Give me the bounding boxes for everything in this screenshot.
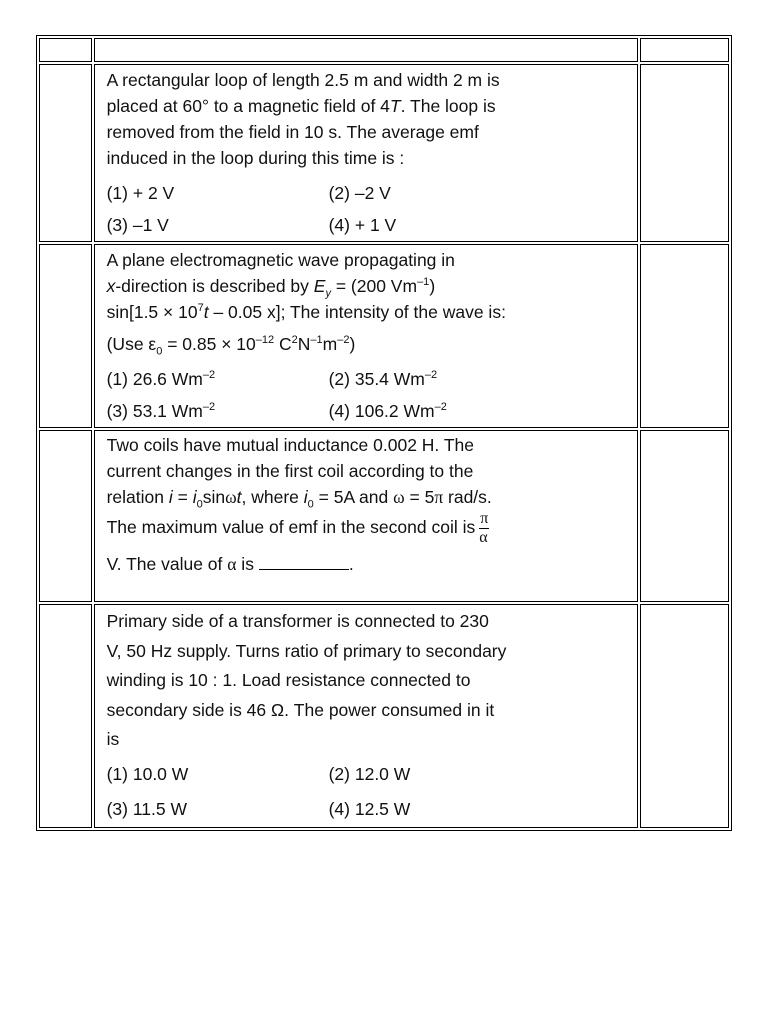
header-question-cell (94, 38, 638, 62)
option-2: (2) 12.0 W (328, 763, 411, 784)
question-cell (94, 604, 638, 828)
question-number-cell (39, 430, 92, 602)
question-line: A plane electromagnetic wave propagating in (106, 250, 455, 270)
option-2: (2) –2 V (328, 183, 391, 203)
question-cell (94, 64, 638, 242)
question-line: A rectangular loop of length 2.5 m and width 2 m is (106, 70, 500, 90)
given-constant-line: (Use $\varepsilon_0 = 0.85 \times 10^{-12}$ $C^2N^{-1}m^{-2}$) (106, 334, 356, 358)
option-1: (1) + 2 V (106, 183, 175, 203)
question-line: relation $i = i_0\sin\omega t$, where $i_0 = 5A$ and ω = 5π rad/s. (106, 487, 492, 511)
question-line: $\sin[1.5 \times 10^7t - 0.05$ x]; The intensity of the wave is: (106, 302, 506, 322)
options-grid (107, 177, 625, 241)
question-line: Primary side of a transformer is connected to 230 (106, 611, 489, 631)
question-row-2 (39, 244, 729, 428)
answer-cell (640, 244, 729, 428)
pi-over-alpha-fraction: $\frac{\pi}{\alpha}$ (479, 510, 489, 546)
answer-blank (259, 551, 349, 570)
option-3: (3) 11.5 W (106, 798, 187, 819)
question-row-3 (39, 430, 729, 602)
option-3: (3) –1 V (106, 215, 169, 235)
question-line: x-direction is described by $E_y = (200$ $Vm^{-1}$) (106, 276, 436, 300)
question-line: V. The value of α is . (107, 551, 625, 577)
question-row-4 (39, 604, 729, 828)
header-number-cell (39, 38, 92, 62)
question-line: V, 50 Hz supply. Turns ratio of primary to secondary (106, 640, 507, 661)
options-grid (107, 363, 625, 427)
answer-cell (640, 604, 729, 828)
answer-cell (640, 430, 729, 602)
answer-cell (640, 64, 729, 242)
question-1-text (95, 65, 637, 241)
option-4: (4) 12.5 W (328, 798, 411, 819)
question-line: induced in the loop during this time is : (106, 148, 405, 168)
option-2: (2) 35.4 $Wm^{-2}$ (328, 369, 438, 389)
question-table (36, 35, 732, 831)
question-2-text (95, 245, 637, 427)
option-1: (1) 26.6 $Wm^{-2}$ (106, 369, 216, 389)
question-line: removed from the field in 10 s. The average emf (106, 122, 479, 142)
question-line: placed at 60° to a magnetic field of 4T. The loop is (106, 96, 496, 116)
question-cell (94, 244, 638, 428)
header-answer-cell (640, 38, 729, 62)
option-4: (4) 106.2 $Wm^{-2}$ (328, 401, 447, 421)
header-row (39, 38, 729, 62)
question-number-cell (39, 244, 92, 428)
question-line: The maximum value of emf in the second coil is $\frac{\pi}{\alpha}$ (106, 510, 489, 546)
question-3-text (95, 431, 637, 577)
question-line: Two coils have mutual inductance 0.002 H. The (106, 435, 474, 455)
question-line: is (106, 729, 120, 749)
question-line: winding is 10 : 1. Load resistance connected to (106, 670, 471, 690)
question-4-text (95, 605, 637, 827)
question-number-cell (39, 604, 92, 828)
question-line: current changes in the first coil according to the (106, 461, 474, 481)
question-number-cell (39, 64, 92, 242)
question-cell (94, 430, 638, 602)
question-line: secondary side is 46 Ω. The power consumed in it (106, 699, 495, 720)
option-4: (4) + 1 V (328, 215, 397, 235)
options-grid (107, 757, 625, 827)
option-3: (3) 53.1 $Wm^{-2}$ (106, 401, 216, 421)
option-1: (1) 10.0 W (106, 763, 189, 784)
question-row-1 (39, 64, 729, 242)
